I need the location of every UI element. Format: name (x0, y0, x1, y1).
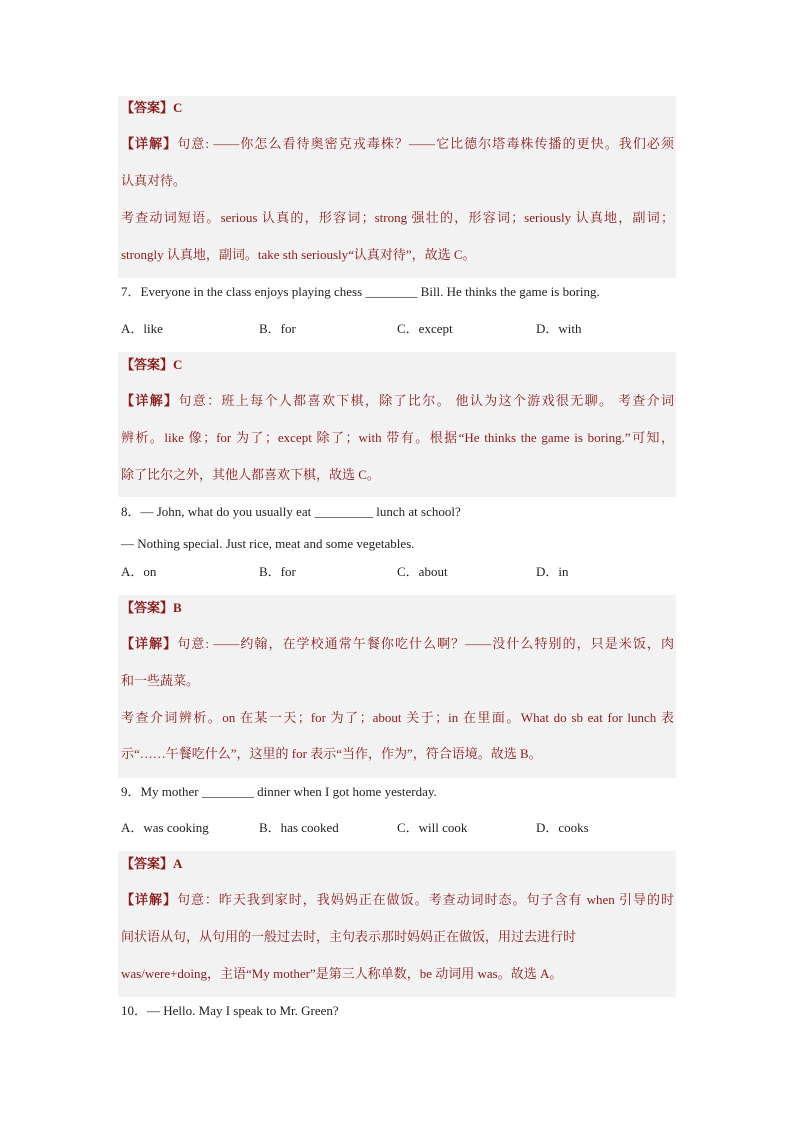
option-a: A．on (121, 564, 157, 579)
detail-text: 除了比尔之外，其他人都喜欢下棋，故选 C。 (121, 467, 380, 482)
explanation-text: 考查介词辨析。on 在某一天；for 为了；about 关于；in 在里面。What do sb eat for lunch 表 (121, 710, 674, 725)
answer-label: 【答案】A (121, 856, 183, 871)
option-d: D．in (536, 564, 569, 579)
question-9: 9．My mother ________ dinner when I got home yesterday. (121, 784, 437, 799)
question-7: 7．Everyone in the class enjoys playing chess ________ Bill. He thinks the game is boring. (121, 284, 600, 299)
detail-text: 认真对待。 (121, 173, 187, 188)
option-c: C．except (397, 321, 453, 336)
question-8-reply: — Nothing special. Just rice, meat and some vegetables. (121, 536, 415, 551)
answer-label: 【答案】C (121, 100, 183, 115)
detail-text: 【详解】句意: ——你怎么看待奥密克戎毒株？——它比德尔塔毒株传播的更快。我们必须 (121, 136, 674, 151)
question-10: 10．— Hello. May I speak to Mr. Green? (121, 1003, 339, 1018)
option-c: C．will cook (397, 820, 468, 835)
option-c: C．about (397, 564, 448, 579)
option-b: B．for (259, 564, 296, 579)
detail-text: 【详解】句意：班上每个人都喜欢下棋，除了比尔。 他认为这个游戏很无聊。 考查介词 (121, 393, 674, 408)
option-b: B．has cooked (259, 820, 339, 835)
explanation-text: 考查动词短语。serious 认真的，形容词；strong 强壮的，形容词；seriously 认真地，副词； (121, 210, 674, 225)
question-8: 8．— John, what do you usually eat _________ lunch at school? (121, 504, 461, 519)
detail-text: was/were+doing，主语“My mother”是第三人称单数，be 动词用 was。故选 A。 (121, 966, 563, 981)
explanation-text: 示“……午餐吃什么”，这里的 for 表示“当作，作为”，符合语境。故选 B。 (121, 746, 542, 761)
detail-text: 【详解】句意: ——约翰，在学校通常午餐你吃什么啊？——没什么特别的，只是米饭，肉 (121, 636, 674, 651)
option-d: D．with (536, 321, 582, 336)
option-d: D．cooks (536, 820, 589, 835)
detail-text: 辨析。like 像；for 为了；except 除了；with 带有。根据“He thinks the game is boring.”可知， (121, 430, 674, 445)
detail-label: 【详解】 (121, 892, 177, 907)
option-a: A．like (121, 321, 163, 336)
option-a: A．was cooking (121, 820, 209, 835)
detail-text: 【详解】句意：昨天我到家时，我妈妈正在做饭。考查动词时态。句子含有 when 引导的时 (121, 892, 674, 907)
detail-text: 和一些蔬菜。 (121, 673, 200, 688)
option-b: B．for (259, 321, 296, 336)
detail-text: 间状语从句，从句用的一般过去时，主句表示那时妈妈正在做饭，用过去进行时 (121, 929, 577, 944)
detail-label: 【详解】 (121, 136, 178, 151)
detail-label: 【详解】 (121, 393, 179, 408)
answer-label: 【答案】B (121, 600, 182, 615)
detail-label: 【详解】 (121, 636, 178, 651)
explanation-text: strongly 认真地，副词。take sth seriously“认真对待”，故选 C。 (121, 247, 476, 262)
answer-label: 【答案】C (121, 357, 183, 372)
